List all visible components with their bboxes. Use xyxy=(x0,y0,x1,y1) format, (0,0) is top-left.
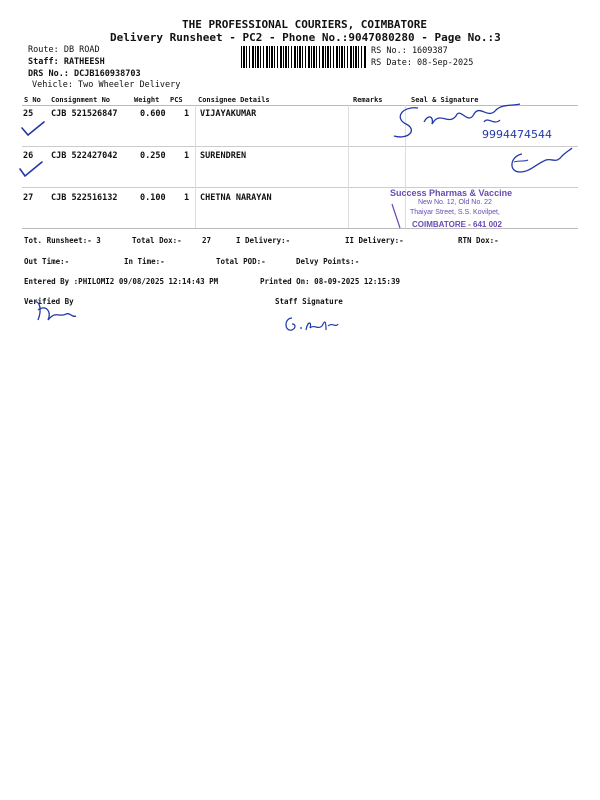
recipient-signature-row26 xyxy=(486,146,576,182)
verifier-signature xyxy=(30,298,80,324)
row-sno: 26 xyxy=(23,151,34,161)
barcode xyxy=(241,46,366,68)
verified-by-label: Verified By xyxy=(24,297,74,306)
rs-number: RS No.: 1609387 xyxy=(371,46,448,56)
row-sno: 25 xyxy=(23,109,34,119)
signature-phone-number: 9994474544 xyxy=(482,128,552,141)
rs-date: RS Date: 08-Sep-2025 xyxy=(371,58,474,68)
printed-on: Printed On: 08-09-2025 12:15:39 xyxy=(260,277,400,286)
row-consignment: CJB 522516132 xyxy=(51,193,118,203)
rtn-dox: RTN Dox:- xyxy=(458,236,499,245)
row-weight: 0.600 xyxy=(140,109,166,119)
entered-by: Entered By :PHILOMI2 09/08/2025 12:14:43 PM xyxy=(24,277,219,286)
row-consignment: CJB 522427042 xyxy=(51,151,118,161)
col-seal: Seal & Signature xyxy=(411,96,479,104)
row-pcs: 1 xyxy=(184,193,190,203)
staff-text: Staff: RATHEESH xyxy=(28,57,105,67)
row-sno: 27 xyxy=(23,193,34,203)
out-time: Out Time:- xyxy=(24,257,70,266)
company-stamp xyxy=(386,184,568,234)
company-title: THE PROFESSIONAL COURIERS, COIMBATORE xyxy=(182,18,428,31)
row-consignee: SURENDREN xyxy=(200,151,247,161)
col-pcs: PCS xyxy=(170,96,183,104)
delvy-points: Delvy Points:- xyxy=(296,257,360,266)
column-divider xyxy=(348,105,349,228)
runsheet-subtitle: Delivery Runsheet - PC2 - Phone No.:9047080280 - Page No.:3 xyxy=(110,31,501,44)
stamp-line: New No. 12, Old No. 22 xyxy=(418,199,492,206)
row-weight: 0.250 xyxy=(140,151,166,161)
staff-signature xyxy=(282,314,342,336)
total-runsheet: Tot. Runsheet:- 3 xyxy=(24,236,101,245)
ii-delivery: II Delivery:- xyxy=(345,236,404,245)
in-time: In Time:- xyxy=(124,257,165,266)
row-consignee: VIJAYAKUMAR xyxy=(200,109,257,119)
total-pod: Total POD:- xyxy=(216,257,266,266)
row-weight: 0.100 xyxy=(140,193,166,203)
col-weight: Weight xyxy=(134,96,160,104)
row-pcs: 1 xyxy=(184,151,190,161)
i-delivery: I Delivery:- xyxy=(236,236,291,245)
stamp-line: Success Pharmas & Vaccine xyxy=(390,188,513,198)
col-consignee: Consignee Details xyxy=(198,96,270,104)
stamp-line: Thaiyar Street, S.S. Kovilpet, xyxy=(410,209,500,216)
total-dox-label: Total Dox:- xyxy=(132,236,182,245)
stamp-line: COIMBATORE - 641 002 xyxy=(412,220,502,229)
route-text: Route: DB ROAD xyxy=(28,45,100,55)
drs-number: DRS No.: DCJB160938703 xyxy=(28,69,141,79)
col-remarks: Remarks xyxy=(353,96,383,104)
check-mark-icon xyxy=(18,160,44,178)
recipient-signature-row25 xyxy=(388,96,573,146)
vehicle-text: Vehicle: Two Wheeler Delivery xyxy=(32,80,181,90)
total-dox-value: 27 xyxy=(202,236,212,245)
row-pcs: 1 xyxy=(184,109,190,119)
col-consignment: Consignment No xyxy=(51,96,111,104)
row-consignment: CJB 521526847 xyxy=(51,109,118,119)
col-sno: S No xyxy=(24,96,41,104)
staff-signature-label: Staff Signature xyxy=(275,297,343,306)
check-mark-icon xyxy=(20,120,46,138)
row-consignee: CHETNA NARAYAN xyxy=(200,193,272,203)
column-divider xyxy=(195,105,196,228)
